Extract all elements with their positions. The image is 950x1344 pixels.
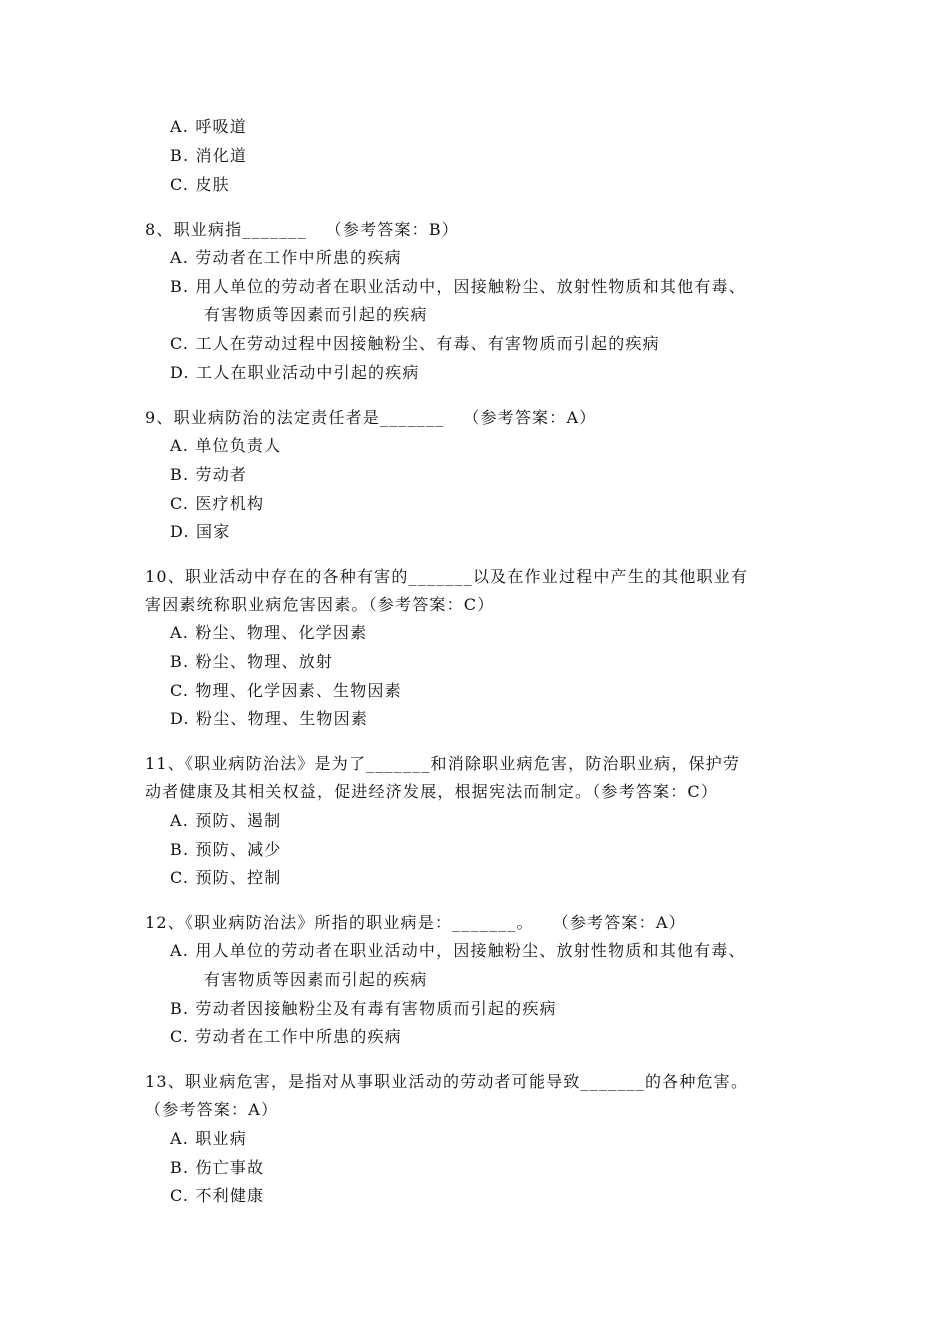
answer-option: D. 工人在职业活动中引起的疾病 (170, 363, 420, 382)
answer-option: A. 职业病 (170, 1129, 247, 1148)
answer-option: C. 预防、控制 (170, 868, 282, 887)
answer-option: B. 劳动者因接触粉尘及有毒有害物质而引起的疾病 (170, 999, 557, 1018)
question-text: 8、职业病指_______ （参考答案：B） (145, 220, 459, 239)
answer-option: B. 劳动者 (170, 465, 248, 484)
question-text: 10、职业活动中存在的各种有害的_______以及在作业过程中产生的其他职业有 (145, 567, 749, 586)
option-continuation: 有害物质等因素而引起的疾病 (204, 305, 428, 324)
question-text: 13、职业病危害，是指对从事职业活动的劳动者可能导致_______的各种危害。 (145, 1072, 749, 1091)
answer-option: C. 不利健康 (170, 1186, 265, 1205)
answer-option: D. 国家 (170, 522, 231, 541)
question-text: 动者健康及其相关权益，促进经济发展，根据宪法而制定。（参考答案：C） (145, 782, 719, 801)
answer-option: C. 劳动者在工作中所患的疾病 (170, 1027, 402, 1046)
answer-option: D. 粉尘、物理、生物因素 (170, 709, 369, 728)
answer-option: B. 预防、减少 (170, 840, 282, 859)
answer-option: C. 工人在劳动过程中因接触粉尘、有毒、有害物质而引起的疾病 (170, 334, 660, 353)
answer-option: B. 消化道 (170, 146, 248, 165)
answer-option: A. 劳动者在工作中所患的疾病 (170, 248, 402, 267)
answer-option: B. 粉尘、物理、放射 (170, 652, 334, 671)
answer-option: B. 伤亡事故 (170, 1158, 265, 1177)
question-text: 12、《职业病防治法》所指的职业病是：_______。 （参考答案：A） (145, 913, 686, 932)
answer-option: B. 用人单位的劳动者在职业活动中，因接触粉尘、放射性物质和其他有毒、 (170, 277, 746, 296)
answer-option: A. 呼吸道 (170, 117, 247, 136)
question-text: 9、职业病防治的法定责任者是_______ （参考答案：A） (145, 408, 597, 427)
question-text: 害因素统称职业病危害因素。（参考答案：C） (145, 595, 495, 614)
answer-option: A. 预防、遏制 (170, 811, 282, 830)
question-text: （参考答案：A） (145, 1100, 279, 1119)
answer-option: C. 物理、化学因素、生物因素 (170, 681, 402, 700)
answer-option: A. 用人单位的劳动者在职业活动中，因接触粉尘、放射性物质和其他有毒、 (170, 941, 746, 960)
answer-option: A. 单位负责人 (170, 436, 282, 455)
answer-option: C. 皮肤 (170, 175, 230, 194)
answer-option: C. 医疗机构 (170, 494, 265, 513)
answer-option: A. 粉尘、物理、化学因素 (170, 623, 368, 642)
question-text: 11、《职业病防治法》是为了_______和消除职业病危害，防治职业病，保护劳 (145, 754, 741, 773)
option-continuation: 有害物质等因素而引起的疾病 (204, 970, 428, 989)
